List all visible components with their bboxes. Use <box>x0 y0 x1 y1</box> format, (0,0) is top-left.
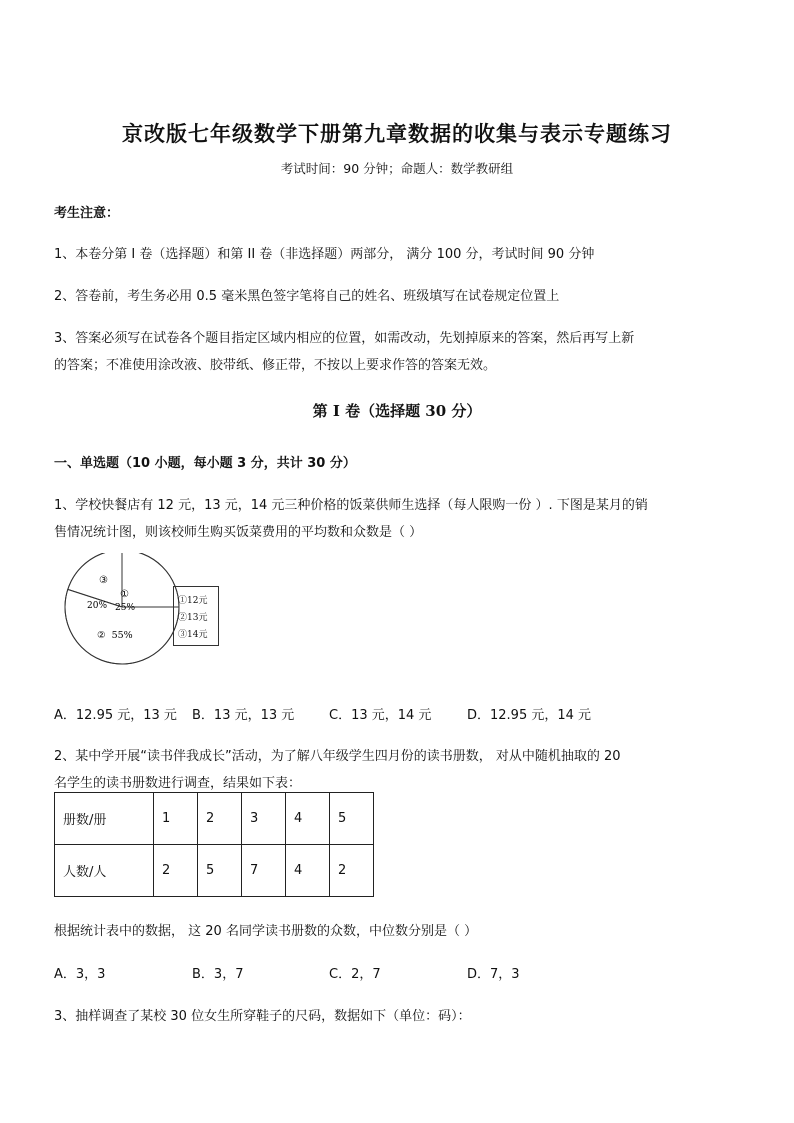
pie-label-1-percent: 25% <box>115 603 136 613</box>
pie-label-3-percent: 20% <box>87 601 108 611</box>
q2-option-d[interactable]: D．7，3 <box>467 967 520 982</box>
table-cell: 4 <box>286 845 330 897</box>
q2-text-line2: 名学生的读书册数进行调查，结果如下表： <box>54 776 302 791</box>
q2-question: 根据统计表中的数据， 这 20 名同学读书册数的众数，中位数分别是（ ） <box>54 924 478 939</box>
q2-text-line1: 2、某中学开展“读书伴我成长”活动，为了解八年级学生四月份的读书册数， 对从中随机抽取的 20 <box>54 749 621 764</box>
q1-text-line1: 1、学校快餐店有 12 元，13 元，14 元三种价格的饭菜供师生选择（每人限购一份 ）. 下图是某月的销 <box>54 498 648 513</box>
q1-option-d[interactable]: D．12.95 元，14 元 <box>467 708 592 723</box>
pie-label-2-percent: 55% <box>111 630 133 641</box>
notice-item-3: 3、答案必须写在试卷各个题目指定区域内相应的位置，如需改动，先划掉原来的答案，然后再写上新 <box>54 331 635 346</box>
q1-option-a[interactable]: A．12.95 元，13 元 <box>54 708 177 723</box>
pie-label-3-num: ③ <box>99 575 108 586</box>
section-title: 第 I 卷（选择题 30 分） <box>312 402 482 420</box>
table-cell: 2 <box>198 793 242 845</box>
legend-item-2: ②13元 <box>178 613 208 623</box>
table-cell: 2 <box>330 845 374 897</box>
table-row <box>55 845 374 897</box>
table-row <box>55 793 374 845</box>
legend-item-3: ③14元 <box>178 630 208 640</box>
pie-label-2 <box>97 630 133 641</box>
exam-subtitle: 考试时间：90 分钟；命题人：数学教研组 <box>280 161 514 176</box>
q2-option-c[interactable]: C．2，7 <box>329 967 381 982</box>
table-cell: 1 <box>154 793 198 845</box>
pie-label-2-num: ② <box>97 630 106 641</box>
part-heading: 一、单选题（10 小题，每小题 3 分，共计 30 分） <box>54 456 356 471</box>
q1-option-b[interactable]: B．13 元，13 元 <box>192 708 295 723</box>
q2-frequency-table <box>54 792 374 897</box>
table-cell: 7 <box>242 845 286 897</box>
q3-text-line1: 3、抽样调查了某校 30 位女生所穿鞋子的尺码，数据如下（单位：码）： <box>54 1009 471 1024</box>
table-row-header: 册数/册 <box>55 793 154 845</box>
pie-legend <box>173 586 219 646</box>
table-cell: 4 <box>286 793 330 845</box>
table-cell: 5 <box>330 793 374 845</box>
notice-item-3-cont: 的答案；不准使用涂改液、胶带纸、修正带，不按以上要求作答的答案无效。 <box>54 358 497 373</box>
q1-option-c[interactable]: C．13 元，14 元 <box>329 708 432 723</box>
q2-option-b[interactable]: B．3，7 <box>192 967 244 982</box>
table-cell: 2 <box>154 845 198 897</box>
table-row-header: 人数/人 <box>55 845 154 897</box>
q2-option-a[interactable]: A．3，3 <box>54 967 106 982</box>
notice-item-2: 2、答卷前，考生务必用 0.5 毫米黑色签字笔将自己的姓名、班级填写在试卷规定位置上 <box>54 289 560 304</box>
page-title: 京改版七年级数学下册第九章数据的收集与表示专题练习 <box>122 121 672 146</box>
q1-text-line2: 售情况统计图，则该校师生购买饭菜费用的平均数和众数是（ ） <box>54 525 423 540</box>
legend-item-1: ①12元 <box>178 596 208 606</box>
pie-label-1-num: ① <box>120 589 129 600</box>
notice-item-1: 1、本卷分第 I 卷（选择题）和第 II 卷（非选择题）两部分， 满分 100 分，考试时间 90 分钟 <box>54 247 595 262</box>
notice-heading: 考生注意： <box>54 206 120 221</box>
table-cell: 5 <box>198 845 242 897</box>
table-cell: 3 <box>242 793 286 845</box>
